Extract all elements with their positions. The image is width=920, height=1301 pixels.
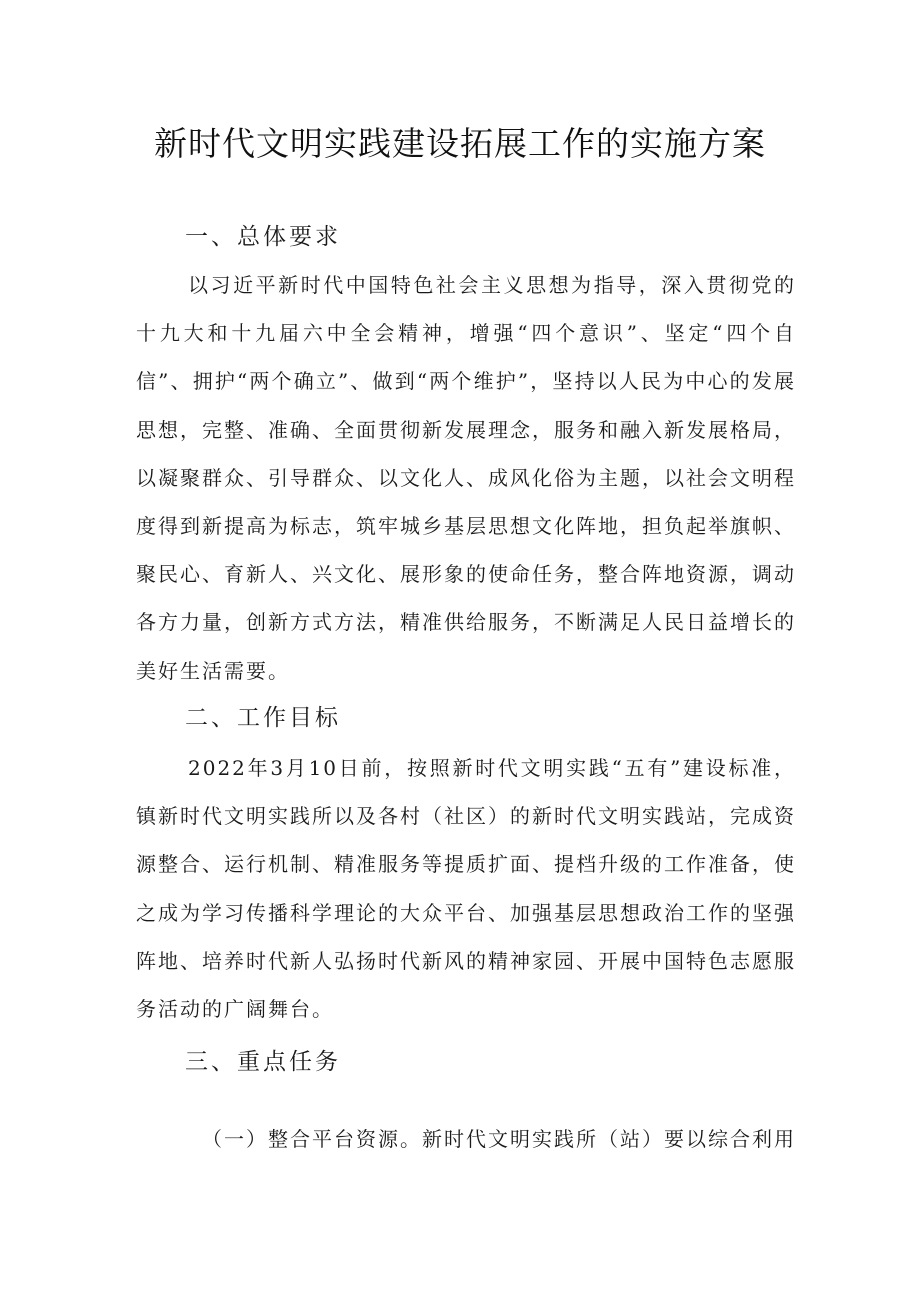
document-title: 新时代文明实践建设拓展工作的实施方案 [154, 124, 766, 163]
section-paragraph-key-tasks: （一）整合平台资源。新时代文明实践所（站）要以综合利用 [202, 1127, 796, 1151]
section-heading-work-goals: 二、工作目标 [185, 705, 341, 731]
section-paragraph-general-requirements: 以习近平新时代中国特色社会主义思想为指导，深入贯彻党的十九大和十九届六中全会精神，增强“四个意识”、坚定“四个自信”、拥护“两个确立”、做到“两个维护”，坚持以人民为中心的发展思想，完整、准确、全面贯彻新发展理念，服务和融入新发展格局，以凝聚群众、引导群众、以文化人、成风化俗为主题，以社会文明程度得到新提高为标志，筑牢城乡基层思想文化阵地，担负起举旗帜、聚民心、育新人、兴文化、展形象的使命任务，整合阵地资源，调动各方力量，创新方式方法，精准供给服务，不断满足人民日益增长的美好生活需要。 [136, 273, 796, 683]
section-heading-general-requirements: 一、总体要求 [185, 224, 341, 250]
section-heading-key-tasks: 三、重点任务 [185, 1049, 341, 1075]
section-paragraph-work-goals: 2022年3月10日前，按照新时代文明实践“五有”建设标准，镇新时代文明实践所以及各村（社区）的新时代文明实践站，完成资源整合、运行机制、精准服务等提质扩面、提档升级的工作准备，使之成为学习传播科学理论的大众平台、加强基层思想政治工作的坚强阵地、培养时代新人弘扬时代新风的精神家园、开展中国特色志愿服务活动的广阔舞台。 [136, 756, 796, 1022]
